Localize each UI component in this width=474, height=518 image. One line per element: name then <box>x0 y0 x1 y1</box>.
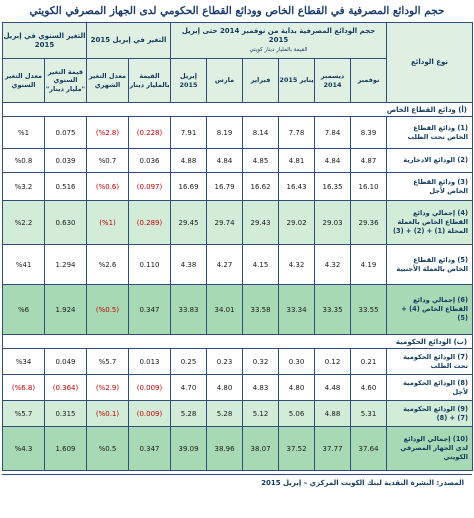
month-value-cell: 37.52 <box>279 427 315 471</box>
table-row <box>3 173 473 201</box>
month-value-cell: 5.28 <box>207 401 243 427</box>
month-value-cell: 29.02 <box>279 201 315 245</box>
month-value-cell: 4.15 <box>243 245 279 285</box>
month-value-cell: 4.84 <box>315 149 351 173</box>
month-value-cell: 39.09 <box>171 427 207 471</box>
month-value-cell: 34.01 <box>207 285 243 335</box>
month-value-cell: 29.36 <box>351 201 387 245</box>
monthly-change-value: (0.009) <box>129 375 171 401</box>
month-value-cell: 5.28 <box>171 401 207 427</box>
month-value-cell: 16.10 <box>351 173 387 201</box>
month-value-cell: 0.12 <box>315 349 351 375</box>
source-footer: المصدر: النشرة النقدية لبنك الكويت المركزي – إبريل 2015 <box>2 474 472 490</box>
header-month-1: نوفمبر <box>351 59 387 103</box>
month-value-cell: 29.03 <box>315 201 351 245</box>
header-monthly-rate: معدل التغير الشهري <box>87 59 129 103</box>
annual-change-rate: %1 <box>3 117 45 149</box>
monthly-change-rate: (%2.9) <box>87 375 129 401</box>
month-value-cell: 33.55 <box>351 285 387 335</box>
row-label: (6) إجمالي ودائع القطاع الخاص (4) + (5) <box>387 285 473 335</box>
month-value-cell: 4.60 <box>351 375 387 401</box>
month-value-cell: 29.43 <box>243 201 279 245</box>
monthly-change-value: 0.036 <box>129 149 171 173</box>
annual-change-value: 0.315 <box>45 401 87 427</box>
annual-change-value: 0.049 <box>45 349 87 375</box>
month-value-cell: 33.34 <box>279 285 315 335</box>
monthly-change-rate: (%0.5) <box>87 285 129 335</box>
header-annual-group: التغير السنوي في إبريل 2015 <box>3 23 87 59</box>
month-value-cell: 4.85 <box>243 149 279 173</box>
monthly-change-value: 0.110 <box>129 245 171 285</box>
monthly-change-rate: %0.7 <box>87 149 129 173</box>
row-label: (1) ودائع القطاع الخاص تحت الطلب <box>387 117 473 149</box>
month-value-cell: 4.87 <box>351 149 387 173</box>
section-label-government: (ب) الودائع الحكومية <box>3 335 473 349</box>
month-value-cell: 4.83 <box>243 375 279 401</box>
month-value-cell: 37.64 <box>351 427 387 471</box>
month-value-cell: 5.31 <box>351 401 387 427</box>
month-value-cell: 33.83 <box>171 285 207 335</box>
deposits-table <box>2 22 473 471</box>
annual-change-value: (0.364) <box>45 375 87 401</box>
month-value-cell: 4.32 <box>279 245 315 285</box>
annual-change-rate: %3.2 <box>3 173 45 201</box>
month-value-cell: 38.96 <box>207 427 243 471</box>
monthly-change-value: (0.097) <box>129 173 171 201</box>
month-value-cell: 4.32 <box>315 245 351 285</box>
month-value-cell: 33.35 <box>315 285 351 335</box>
header-month-3: يناير 2015 <box>279 59 315 103</box>
page-title: حجم الودائع المصرفية في القطاع الخاص وودائع القطاع الحكومي لدى الجهاز المصرفي الكويتي <box>29 5 445 17</box>
month-value-cell: 4.19 <box>351 245 387 285</box>
month-value-cell: 33.58 <box>243 285 279 335</box>
month-value-cell: 7.78 <box>279 117 315 149</box>
header-monthly-group: التغير في إبريل 2015 <box>87 23 171 59</box>
month-value-cell: 8.19 <box>207 117 243 149</box>
month-value-cell: 5.12 <box>243 401 279 427</box>
section-row-government <box>3 335 473 349</box>
month-value-cell: 4.81 <box>279 149 315 173</box>
month-value-cell: 4.84 <box>207 149 243 173</box>
month-value-cell: 8.39 <box>351 117 387 149</box>
row-label: (3) ودائع القطاع الخاص لأجل <box>387 173 473 201</box>
annual-change-rate: (%6.8) <box>3 375 45 401</box>
annual-change-value: 0.075 <box>45 117 87 149</box>
month-value-cell: 7.91 <box>171 117 207 149</box>
header-period <box>171 23 387 59</box>
month-value-cell: 4.80 <box>207 375 243 401</box>
row-label: (9) الودائع الحكومية (7) + (8) <box>387 401 473 427</box>
month-value-cell: 4.80 <box>279 375 315 401</box>
monthly-change-value: 0.347 <box>129 285 171 335</box>
month-value-cell: 0.30 <box>279 349 315 375</box>
monthly-change-rate: %2.6 <box>87 245 129 285</box>
monthly-change-value: (0.228) <box>129 117 171 149</box>
monthly-change-rate: (%0.1) <box>87 401 129 427</box>
month-value-cell: 16.62 <box>243 173 279 201</box>
annual-change-value: 1.609 <box>45 427 87 471</box>
annual-change-rate: %41 <box>3 245 45 285</box>
month-value-cell: 29.45 <box>171 201 207 245</box>
month-value-cell: 4.88 <box>315 401 351 427</box>
table-row <box>3 375 473 401</box>
header-period-unit: القيمة بالمليار دينار كويتي <box>249 47 308 54</box>
annual-change-rate: %0.8 <box>3 149 45 173</box>
month-value-cell: 4.88 <box>171 149 207 173</box>
month-value-cell: 4.38 <box>171 245 207 285</box>
row-label: (5) ودائع القطاع الخاص بالعملة الأجنبية <box>387 245 473 285</box>
header-monthly-value: القيمة بالمليار دينار <box>129 59 171 103</box>
month-value-cell: 38.07 <box>243 427 279 471</box>
row-label: (8) الودائع الحكومية لأجل <box>387 375 473 401</box>
month-value-cell: 37.77 <box>315 427 351 471</box>
monthly-change-rate: (%1) <box>87 201 129 245</box>
annual-change-rate: %2.2 <box>3 201 45 245</box>
annual-change-rate: %34 <box>3 349 45 375</box>
table-body <box>3 103 473 471</box>
row-label: (10) إجمالي الودائع لدى الجهاز المصرفي الكويتي <box>387 427 473 471</box>
month-value-cell: 4.70 <box>171 375 207 401</box>
monthly-change-rate: %0.5 <box>87 427 129 471</box>
annual-change-value: 0.039 <box>45 149 87 173</box>
month-value-cell: 8.14 <box>243 117 279 149</box>
month-value-cell: 16.43 <box>279 173 315 201</box>
header-deposit-type: نوع الودائع <box>387 23 473 103</box>
month-value-cell: 7.84 <box>315 117 351 149</box>
month-value-cell: 0.32 <box>243 349 279 375</box>
header-month-4: فبراير <box>243 59 279 103</box>
monthly-change-rate: (%2.8) <box>87 117 129 149</box>
row-label: (7) الودائع الحكومية تحت الطلب <box>387 349 473 375</box>
month-value-cell: 16.79 <box>207 173 243 201</box>
header-annual-value: قيمة التغير السنوي "مليار دينار" <box>45 59 87 103</box>
annual-change-value: 0.630 <box>45 201 87 245</box>
month-value-cell: 4.48 <box>315 375 351 401</box>
month-value-cell: 0.23 <box>207 349 243 375</box>
month-value-cell: 4.27 <box>207 245 243 285</box>
monthly-change-value: (0.289) <box>129 201 171 245</box>
annual-change-value: 1.294 <box>45 245 87 285</box>
row-label: (2) الودائع الادخارية <box>387 149 473 173</box>
table-row <box>3 349 473 375</box>
table-row <box>3 149 473 173</box>
table-row <box>3 201 473 245</box>
annual-change-value: 1.924 <box>45 285 87 335</box>
month-value-cell: 0.21 <box>351 349 387 375</box>
monthly-change-value: 0.347 <box>129 427 171 471</box>
table-row <box>3 245 473 285</box>
month-value-cell: 29.74 <box>207 201 243 245</box>
annual-change-value: 0.516 <box>45 173 87 201</box>
table-row <box>3 401 473 427</box>
table-row <box>3 427 473 471</box>
monthly-change-value: 0.013 <box>129 349 171 375</box>
monthly-change-rate: %5.7 <box>87 349 129 375</box>
month-value-cell: 16.69 <box>171 173 207 201</box>
month-value-cell: 5.06 <box>279 401 315 427</box>
header-annual-rate: معدل التغير السنوي <box>3 59 45 103</box>
month-value-cell: 16.35 <box>315 173 351 201</box>
monthly-change-rate: (%0.6) <box>87 173 129 201</box>
annual-change-rate: %6 <box>3 285 45 335</box>
table-row <box>3 285 473 335</box>
month-value-cell: 0.25 <box>171 349 207 375</box>
annual-change-rate: %5.7 <box>3 401 45 427</box>
header-month-6: إبريل 2015 <box>171 59 207 103</box>
row-label: (4) إجمالي ودائع القطاع الخاص بالعملة المحلة (1) + (2) + (3) <box>387 201 473 245</box>
monthly-change-value: (0.009) <box>129 401 171 427</box>
header-month-2: ديسمبر 2014 <box>315 59 351 103</box>
annual-change-rate: %4.3 <box>3 427 45 471</box>
header-period-title: حجم الودائع المصرفية بداية من نوفمبر 2014 حتى إبريل 2015 <box>181 26 376 44</box>
table-row <box>3 117 473 149</box>
header-month-5: مارس <box>207 59 243 103</box>
section-row-private <box>3 103 473 117</box>
section-label-private: (أ) ودائع القطاع الخاص <box>3 103 473 117</box>
